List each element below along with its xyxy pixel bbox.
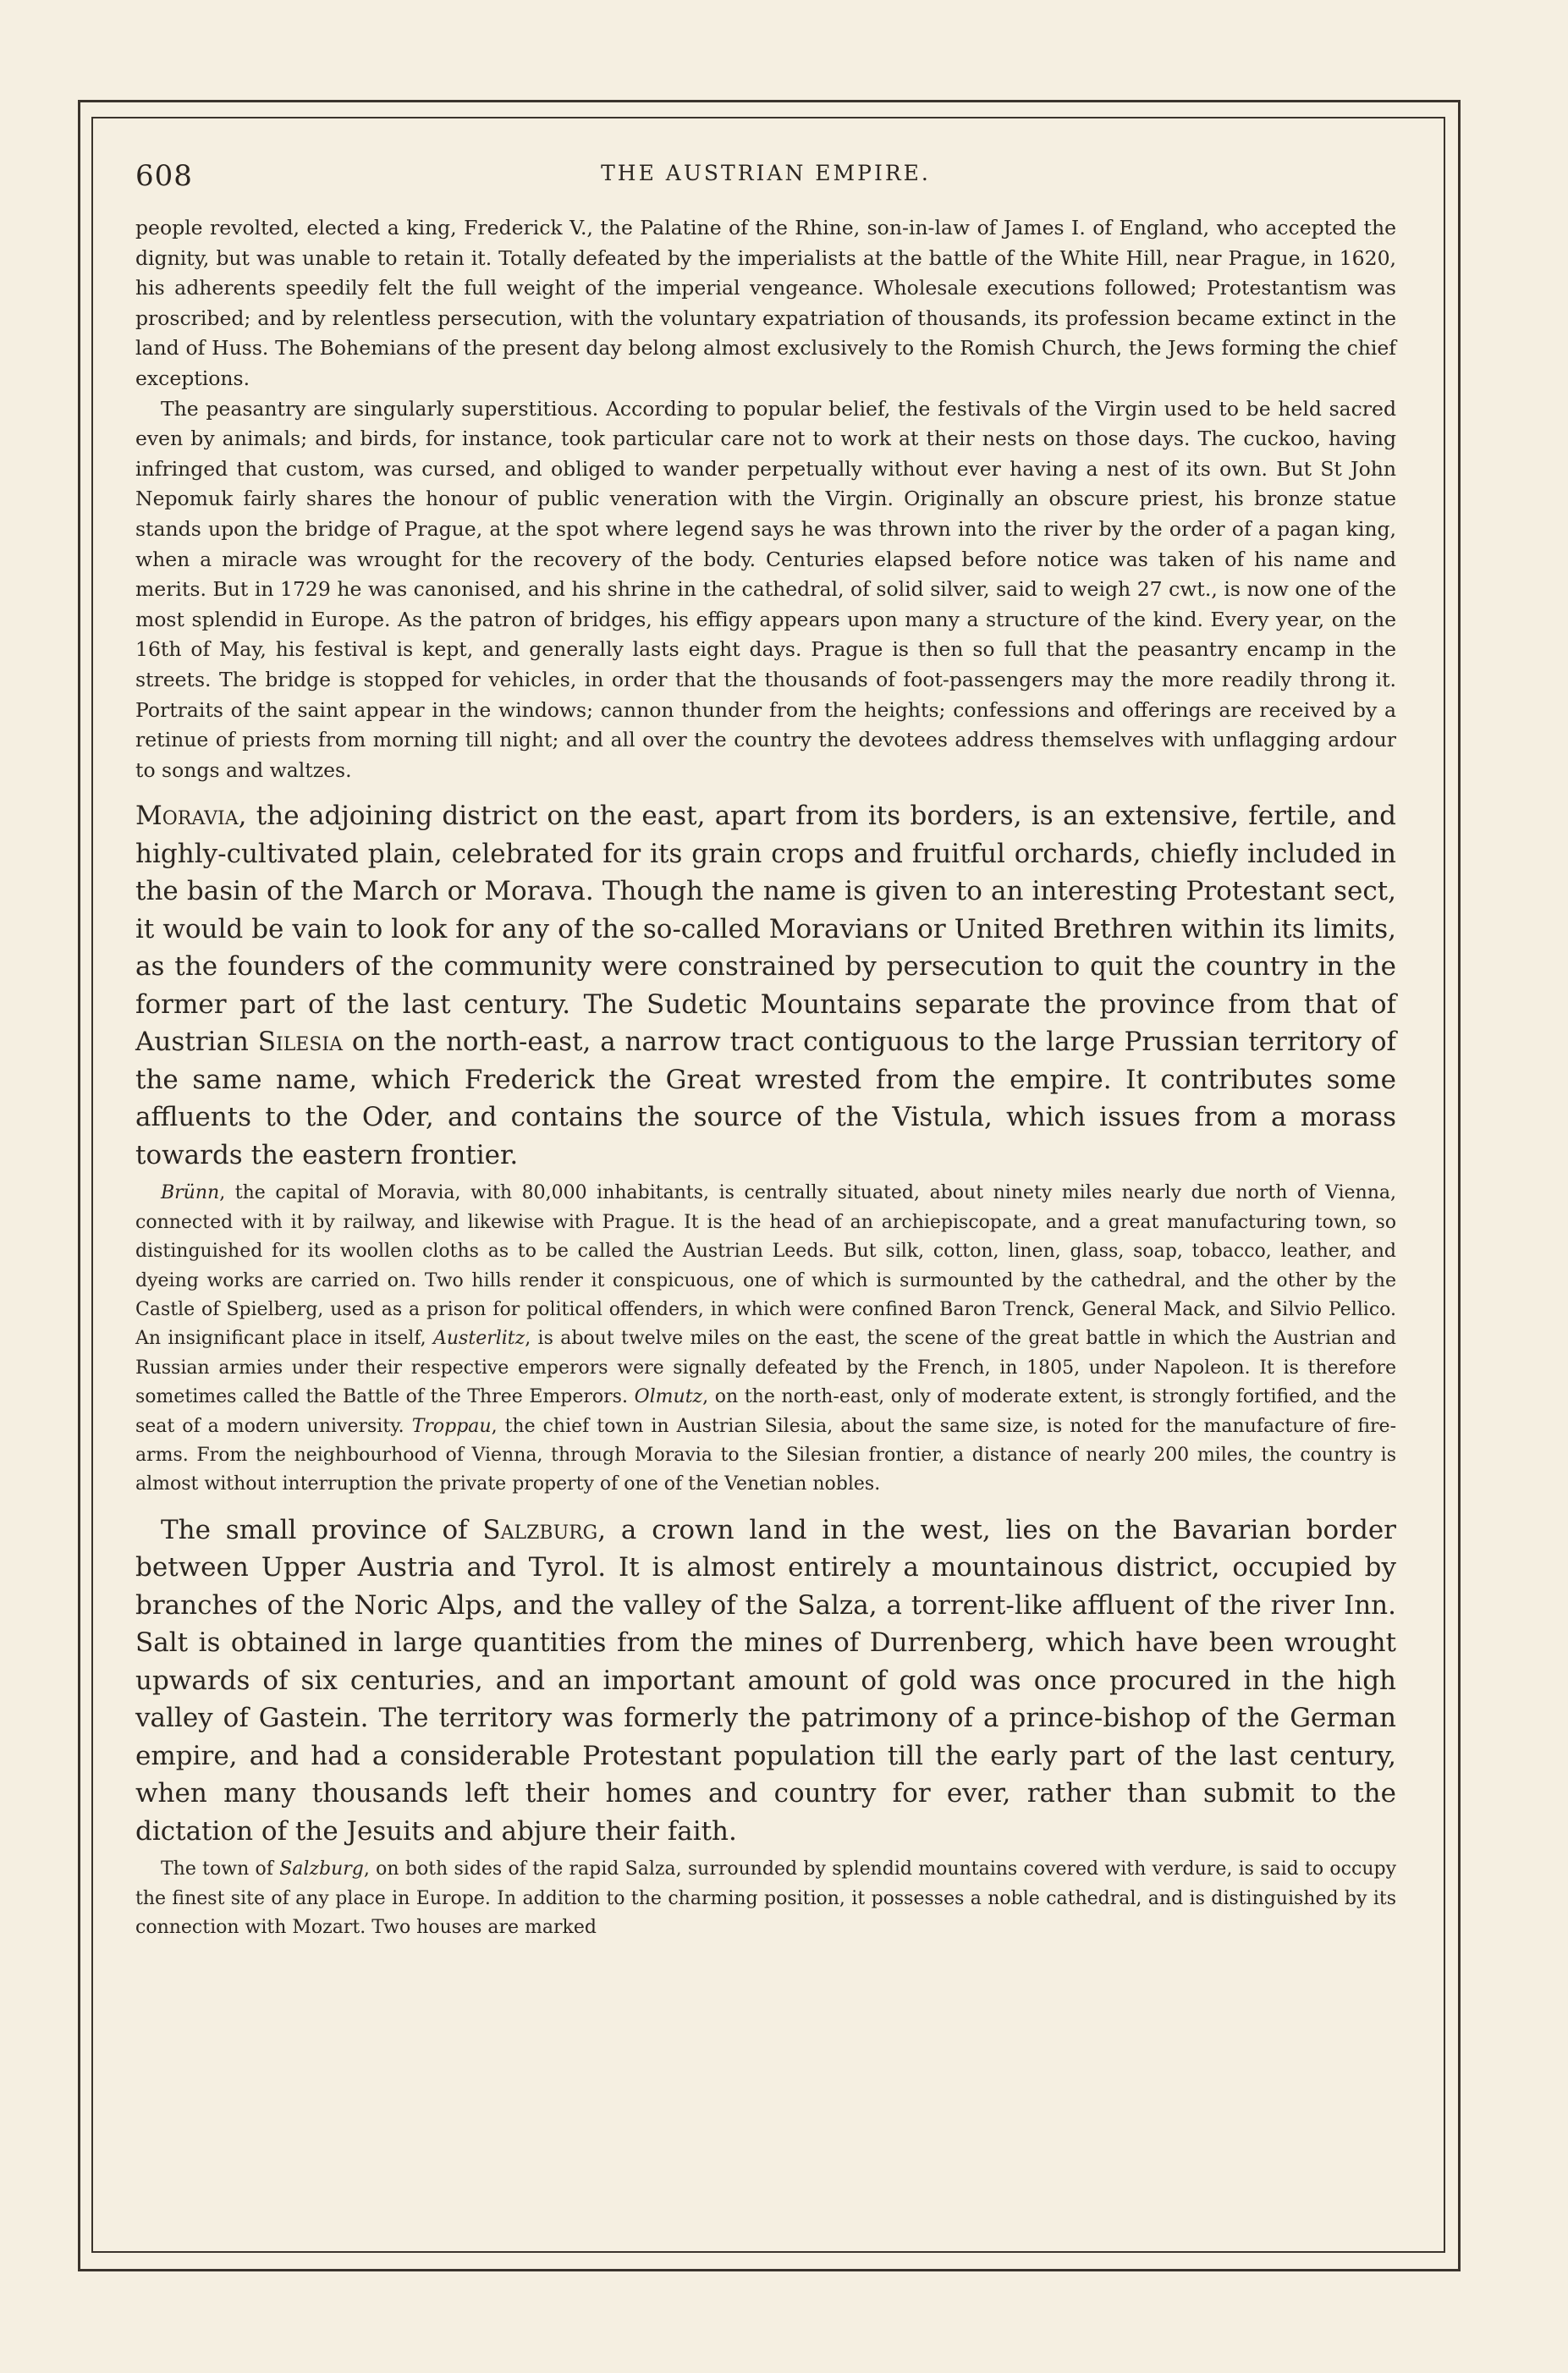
running-title: THE AUSTRIAN EMPIRE. <box>601 161 931 185</box>
paragraph-brunn-note: Brünn, the capital of Moravia, with 80,000 inhabitants, is centrally situated, about ninety miles nearly due north of Vienna, connected with it by railway, and likewise with Prague. It is the head of an archiepiscopate, and a great manufacturing town, so distinguished for its woollen cloths as to be called the Austrian Leeds. But silk, cotton, linen, glass, soap, tobacco, leather, and dyeing works are carried on. Two hills render it conspicuous, one of which is surmounted by the cathedral, and the other by the Castle of Spielberg, used as a prison for political offenders, in which were confined Baron Trenck, General Mack, and Silvio Pellico. An insignificant place in itself, Austerlitz, is about twelve miles on the east, the scene of the great battle in which the Austrian and Russian armies under their respective emperors were signally defeated by the French, in 1805, under Napoleon. It is therefore sometimes called the Battle of the Three Emperors. Olmutz, on the north-east, only of moderate extent, is strongly fortified, and the seat of a modern university. Troppau, the chief town in Austrian Silesia, about the same size, is noted for the manufacture of fire-arms. From the neighbourhood of Vienna, through Moravia to the Silesian frontier, a distance of nearly 200 miles, the country is almost without interruption the private property of one of the Venetian nobles. <box>135 1182 1396 1495</box>
page-header <box>135 152 1396 213</box>
term-moravia: Moravia <box>135 801 239 832</box>
paragraph-peasantry: The peasantry are singularly superstitious. According to popular belief, the festivals of the Virgin used to be held sacred even by animals; and birds, for instance, took particular care not to work at their nests on those days. The cuckoo, having infringed that custom, was cursed, and obliged to wander perpetually without ever having a nest of its own. But St John Nepomuk fairly shares the honour of public veneration with the Virgin. Originally an obscure priest, his bronze statue stands upon the bridge of Prague, at the spot where legend says he was thrown into the river by the order of a pagan king, when a miracle was wrought for the recovery of the body. Centuries elapsed before notice was taken of his name and merits. But in 1729 he was canonised, and his shrine in the cathedral, of solid silver, said to weigh 27 cwt., is now one of the most splendid in Europe. As the patron of bridges, his effigy appears upon many a structure of the kind. Every year, on the 16th of May, his festival is kept, and generally lasts eight days. Prague is then so full that the peasantry encamp in the streets. The bridge is stopped for vehicles, in order that the thousands of foot-passengers may the more readily throng it. Portraits of the saint appear in the windows; cannon thunder from the heights; confessions and offerings are received by a retinue of priests from morning till night; and all over the country the devotees address themselves with unflagging ardour to songs and waltzes. <box>135 396 1396 782</box>
term-salzburg: Salzburg <box>482 1514 598 1545</box>
term-salzburg-town: Salzburg <box>279 1858 364 1880</box>
term-troppau: Troppau <box>411 1415 492 1437</box>
paragraph-bohemia-history: people revolted, elected a king, Frederick V., the Palatine of the Rhine, son-in-law of James I. of England, who accepted the dignity, but was unable to retain it. Totally defeated by the imperialists at the battle of the White Hill, near Prague, in 1620, his adherents speedily felt the full weight of the imperial vengeance. Wholesale executions followed; Protestantism was proscribed; and by relentless persecution, with the voluntary expatriation of thousands, its profession became extinct in the land of Huss. The Bohemians of the present day belong almost exclusively to the Romish Church, the Jews forming the chief exceptions. <box>135 216 1396 390</box>
page-number: 608 <box>135 159 193 193</box>
term-austerlitz: Austerlitz <box>433 1328 525 1350</box>
page-content <box>135 152 1396 1947</box>
paragraph-salzburg-town-note: The town of Salzburg, on both sides of the rapid Salza, surrounded by splendid mountains covered with verdure, is said to occupy the finest site of any place in Europe. In addition to the charming position, it possesses a noble cathedral, and is distinguished by its connection with Mozart. Two houses are marked <box>135 1858 1396 1939</box>
term-olmutz: Olmutz <box>634 1386 703 1408</box>
paragraph-salzburg: The small province of Salzburg, a crown land in the west, lies on the Bavarian border between Upper Austria and Tyrol. It is almost entirely a mountainous district, occupied by branches of the Noric Alps, and the valley of the Salza, a torrent-like affluent of the river Inn. Salt is obtained in large quantities from the mines of Durrenberg, which have been wrought upwards of six centuries, and an important amount of gold was once procured in the high valley of Gastein. The territory was formerly the patrimony of a prince-bishop of the German empire, and had a considerable Protestant population till the early part of the last century, when many thousands left their homes and country for ever, rather than submit to the dictation of the Jesuits and abjure their faith. <box>135 1514 1396 1847</box>
term-silesia: Silesia <box>257 1027 344 1058</box>
paragraph-moravia: Moravia, the adjoining district on the east, apart from its borders, is an extensive, fertile, and highly-cultivated plain, celebrated for its grain crops and fruitful orchards, chiefly included in the basin of the March or Morava. Though the name is given to an interesting Protestant sect, it would be vain to look for any of the so-called Moravians or United Brethren within its limits, as the founders of the community were constrained by persecution to quit the country in the former part of the last century. The Sudetic Mountains separate the province from that of Austrian Silesia on the north-east, a narrow tract contiguous to the large Prussian territory of the same name, which Frederick the Great wrested from the empire. It contributes some affluents to the Oder, and contains the source of the Vistula, which issues from a morass towards the eastern frontier. <box>135 801 1396 1170</box>
term-brunn: Brünn <box>161 1182 220 1204</box>
